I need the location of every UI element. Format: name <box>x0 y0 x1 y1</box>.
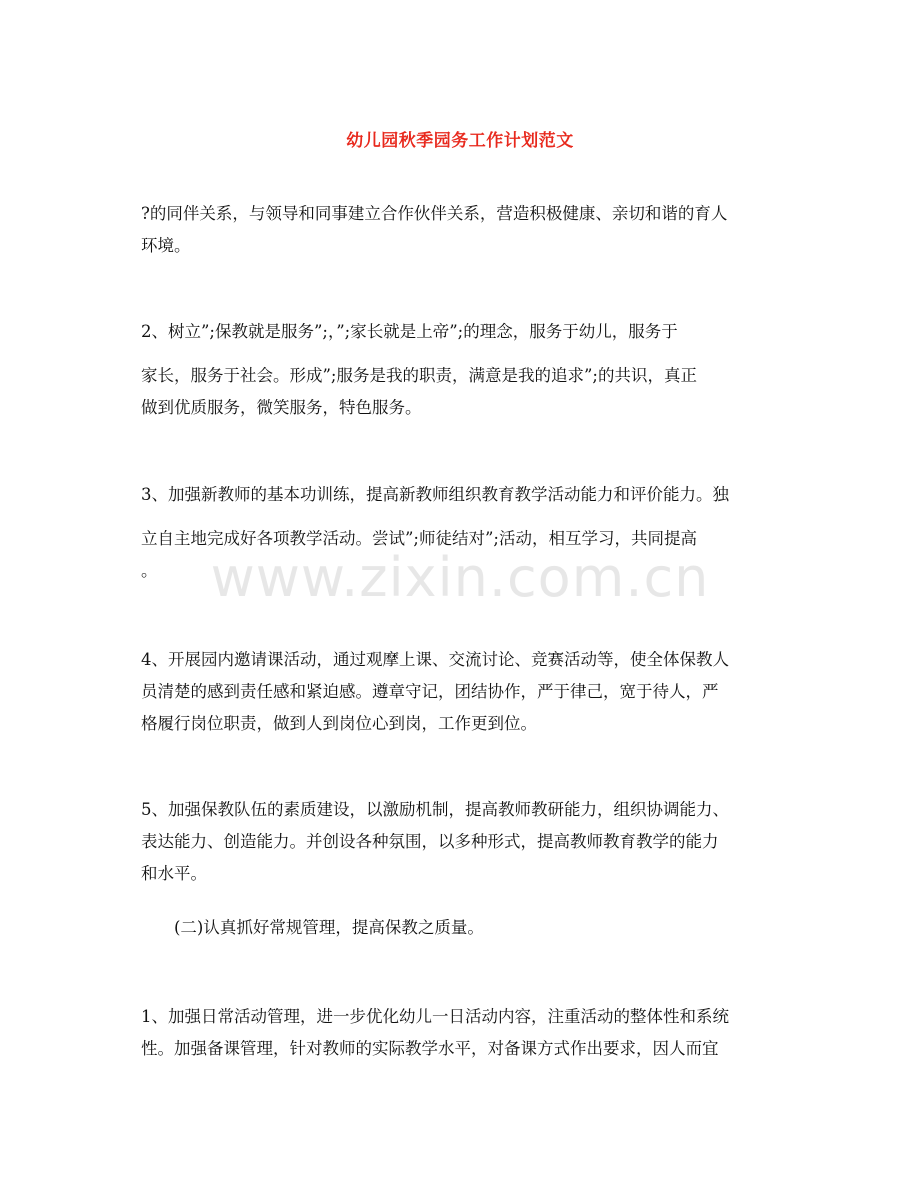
paragraph <box>141 794 791 890</box>
paragraph <box>141 198 791 262</box>
text-line: 立自主地完成好各项教学活动。尝试”;师徒结对”;活动，相互学习，共同提高 <box>141 529 697 548</box>
text-line: 环境。 <box>141 236 191 255</box>
text-line: 3、加强新教师的基本功训练，提高新教师组织教育教学活动能力和评价能力。独 <box>141 485 729 504</box>
paragraph <box>141 644 791 740</box>
text-line: 表达能力、创造能力。并创设各种氛围，以多种形式，提高教师教育教学的能力 <box>141 832 719 851</box>
text-line: 性。加强备课管理，针对教师的实际教学水平，对备课方式作出要求，因人而宜 <box>141 1039 719 1058</box>
paragraph <box>141 479 791 587</box>
watermark: www.zixin.com.cn <box>210 546 710 609</box>
text-line: 1、加强日常活动管理，进一步优化幼儿一日活动内容，注重活动的整体性和系统 <box>141 1007 729 1026</box>
text-line: 5、加强保教队伍的素质建设，以激励机制，提高教师教研能力，组织协调能力、 <box>141 800 729 819</box>
text-line: 做到优质服务，微笑服务，特色服务。 <box>141 398 422 417</box>
text-line: ?的同伴关系，与领导和同事建立合作伙伴关系，营造积极健康、亲切和谐的育人 <box>141 204 728 223</box>
text-line: 员清楚的感到责任感和紧迫感。遵章守记，团结协作，严于律己，宽于待人，严 <box>141 682 719 701</box>
text-line: 家长，服务于社会。形成”;服务是我的职责，满意是我的追求”;的共识，真正 <box>141 366 697 385</box>
paragraph <box>141 316 791 424</box>
text-line: 。 <box>141 561 158 580</box>
paragraph <box>141 1001 791 1065</box>
document-title: 幼儿园秋季园务工作计划范文 <box>346 131 574 151</box>
text-line: 和水平。 <box>141 864 207 883</box>
section-heading <box>174 912 824 944</box>
text-line: (二)认真抓好常规管理，提高保教之质量。 <box>174 918 484 937</box>
text-line: 2、树立”;保教就是服务”;，”;家长就是上帝”;的理念，服务于幼儿，服务于 <box>141 322 678 341</box>
text-line: 4、开展园内邀请课活动，通过观摩上课、交流讨论、竞赛活动等，使全体保教人 <box>141 650 729 669</box>
text-line: 格履行岗位职责，做到人到岗位心到岗，工作更到位。 <box>141 714 537 733</box>
